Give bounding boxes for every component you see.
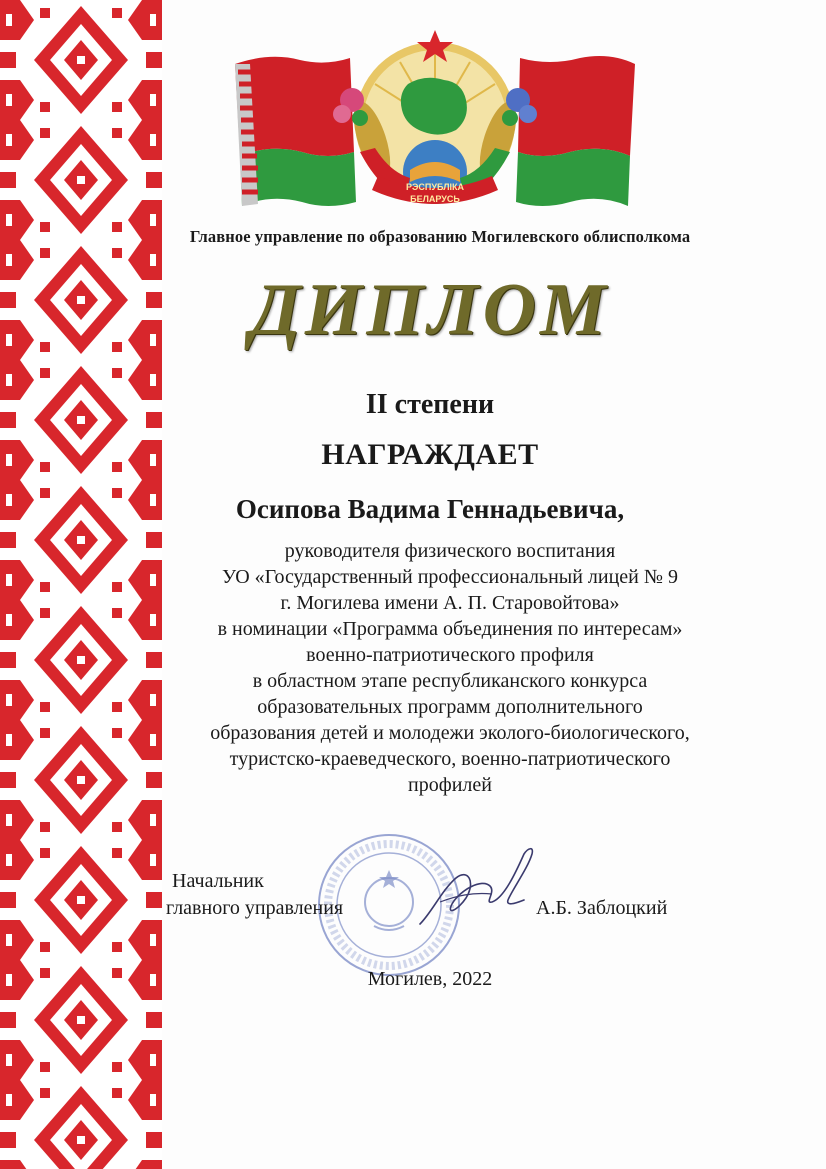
right-flag: [516, 56, 635, 206]
signer-position-line2: главного управления: [166, 897, 344, 919]
state-emblem: [230, 22, 640, 214]
description-line: образовательных программ дополнительного: [257, 696, 643, 718]
description-line: в областном этапе республиканского конкурса: [252, 670, 648, 692]
description-line: в номинации «Программа объединения по интересам»: [217, 618, 683, 640]
description-line: профилей: [408, 774, 492, 796]
awards-heading: НАГРАЖДАЕТ: [321, 438, 539, 471]
emblem-ribbon-text-2: БЕЛАРУСЬ: [410, 194, 460, 204]
diploma-degree: II степени: [365, 389, 495, 420]
left-flag: [235, 57, 356, 206]
description-line: туристско-краеведческого, военно-патриотического: [229, 748, 671, 770]
organization-name: Главное управление по образованию Могилевского облисполкома: [189, 227, 691, 246]
description-line: УО «Государственный профессиональный лицей № 9: [222, 566, 678, 588]
ornament-border: [0, 0, 162, 1169]
signer-name: А.Б. Заблоцкий: [536, 897, 668, 919]
description-line: г. Могилева имени А. П. Старовойтова»: [280, 592, 620, 614]
signer-position-line1: Начальник: [172, 870, 264, 892]
description-line: военно-патриотического профиля: [306, 644, 594, 666]
signature-icon: [412, 842, 542, 932]
description-line: руководителя физического воспитания: [284, 540, 616, 562]
diploma-title: ДИПЛОМ: [250, 269, 610, 351]
place-and-date: Могилев, 2022: [367, 968, 493, 990]
recipient-name: Осипова Вадима Геннадьевича,: [235, 494, 625, 524]
description-line: образования детей и молодежи эколого-биологического,: [210, 722, 690, 744]
award-description: [150, 538, 750, 798]
emblem-ribbon-text-1: РЭСПУБЛІКА: [405, 182, 465, 192]
